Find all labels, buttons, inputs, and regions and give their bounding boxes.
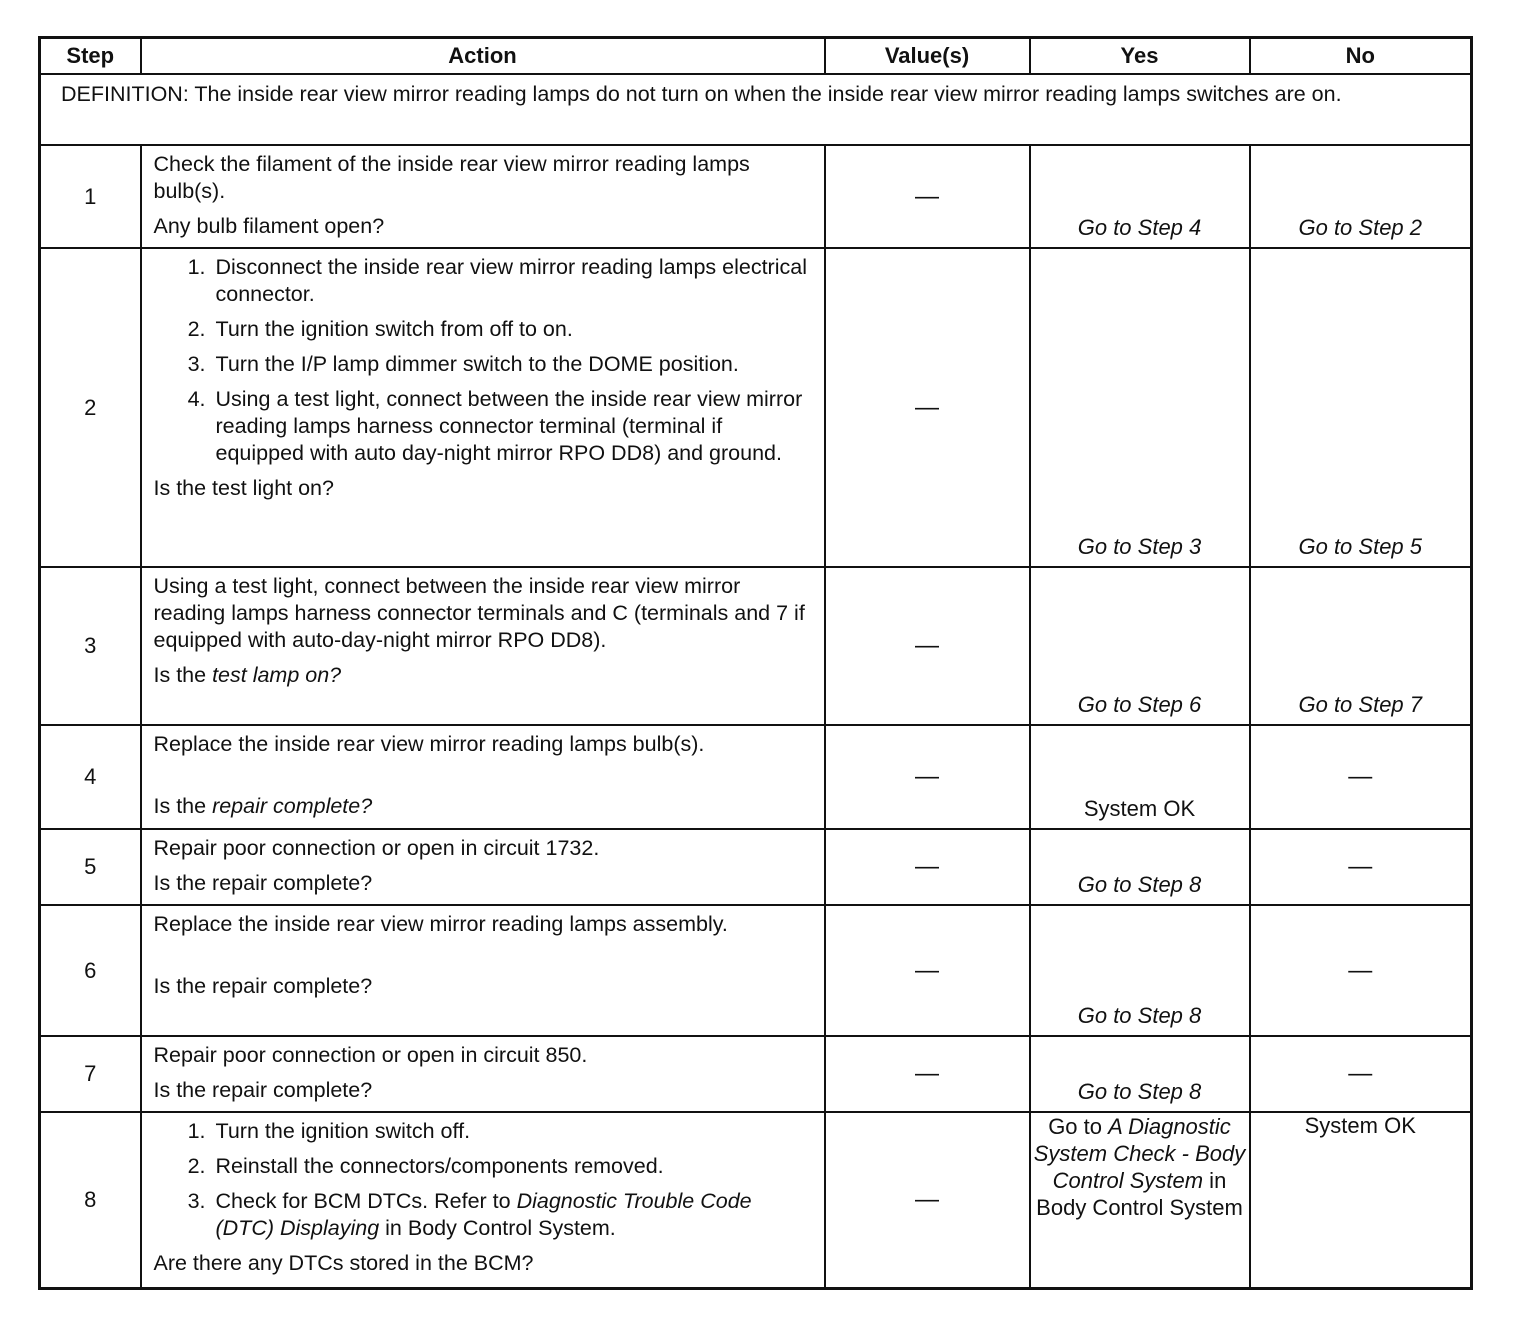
no-result: System OK: [1250, 1112, 1472, 1288]
action-question: Is the repair complete?: [153, 871, 373, 895]
table-row: [40, 829, 1472, 905]
step-action: [141, 567, 825, 725]
table-row: [40, 567, 1472, 725]
step-action: [141, 725, 825, 829]
table-row: [40, 905, 1472, 1036]
step-number: 1: [40, 145, 141, 248]
action-text: Using a test light, connect between the inside rear view mirror reading lamps harness connector terminals and C (terminals and 7 if equipped with auto-day-night mirror RPO DD8).: [153, 574, 805, 652]
action-list: [154, 1118, 814, 1242]
value-dash: —: [825, 1036, 1030, 1112]
table-row: [40, 1112, 1472, 1288]
no-result: Go to Step 2: [1250, 145, 1472, 248]
action-text: Check the filament of the inside rear view mirror reading lamps bulb(s).: [153, 152, 750, 203]
diagnostic-table: [38, 36, 1473, 1290]
action-item: 2. Turn the ignition switch from off to on.: [212, 316, 814, 343]
header-step: Step: [40, 38, 141, 75]
header-row: [40, 38, 1472, 75]
action-text: Repair poor connection or open in circuit 1732.: [153, 836, 600, 860]
action-question: Is the repair complete?: [153, 1078, 373, 1102]
no-result: —: [1250, 905, 1472, 1036]
action-item: [212, 1188, 814, 1242]
value-dash: —: [825, 829, 1030, 905]
action-text: Repair poor connection or open in circuit 850.: [153, 1043, 588, 1067]
question-prefix: Is the: [153, 794, 213, 818]
yes-result: Go to Step 8: [1030, 1036, 1250, 1112]
step-action: [141, 145, 825, 248]
item-emphasis: Diagnostic Trouble Code (DTC) Displaying: [215, 1189, 752, 1240]
value-dash: —: [825, 725, 1030, 829]
action-text: Replace the inside rear view mirror reading lamps bulb(s).: [153, 732, 705, 756]
yes-result: Go to Step 6: [1030, 567, 1250, 725]
action-item: 4. Using a test light, connect between the inside rear view mirror reading lamps harness connector terminal (terminal if equipped with auto day-night mirror RPO DD8) and ground.: [212, 386, 814, 467]
no-result: —: [1250, 725, 1472, 829]
table-row: [40, 248, 1472, 567]
yes-result: Go to Step 3: [1030, 248, 1250, 567]
step-number: 3: [40, 567, 141, 725]
yes-emphasis: A Diagnostic System Check - Body Control System: [1033, 1114, 1246, 1193]
action-question: [154, 662, 814, 689]
step-number: 6: [40, 905, 141, 1036]
table-row: [40, 725, 1472, 829]
action-question: Is the test light on?: [153, 476, 334, 500]
step-action: [141, 905, 825, 1036]
yes-result: [1030, 1112, 1250, 1288]
definition-text: DEFINITION: The inside rear view mirror reading lamps do not turn on when the inside rear view mirror reading lamps switches are on.: [40, 74, 1472, 145]
step-number: 7: [40, 1036, 141, 1112]
step-action: [141, 1112, 825, 1288]
no-result: Go to Step 5: [1250, 248, 1472, 567]
yes-result: System OK: [1030, 725, 1250, 829]
question-emphasis: repair complete?: [212, 794, 373, 818]
item-suffix: in Body Control System.: [379, 1216, 616, 1240]
no-result: Go to Step 7: [1250, 567, 1472, 725]
question-emphasis: test lamp on?: [212, 663, 342, 687]
value-dash: —: [825, 905, 1030, 1036]
action-item: 1. Turn the ignition switch off.: [212, 1118, 814, 1145]
header-action: Action: [141, 38, 825, 75]
action-item: 3. Turn the I/P lamp dimmer switch to the DOME position.: [212, 351, 814, 378]
value-dash: —: [825, 145, 1030, 248]
step-action: [141, 248, 825, 567]
item-prefix: Check for BCM DTCs. Refer to: [215, 1189, 517, 1213]
step-action: [141, 829, 825, 905]
yes-result: Go to Step 8: [1030, 829, 1250, 905]
definition-row: [40, 74, 1472, 145]
yes-result: Go to Step 4: [1030, 145, 1250, 248]
step-number: 4: [40, 725, 141, 829]
value-dash: —: [825, 248, 1030, 567]
action-item: 1. Disconnect the inside rear view mirror reading lamps electrical connector.: [212, 254, 814, 308]
step-number: 2: [40, 248, 141, 567]
header-yes: Yes: [1030, 38, 1250, 75]
action-question: Is the repair complete?: [153, 974, 373, 998]
no-result: —: [1250, 829, 1472, 905]
value-dash: —: [825, 567, 1030, 725]
action-question: Are there any DTCs stored in the BCM?: [153, 1251, 534, 1275]
step-number: 5: [40, 829, 141, 905]
step-action: [141, 1036, 825, 1112]
action-item: 2. Reinstall the connectors/components removed.: [212, 1153, 814, 1180]
value-dash: —: [825, 1112, 1030, 1288]
no-result: —: [1250, 1036, 1472, 1112]
yes-result: Go to Step 8: [1030, 905, 1250, 1036]
table-row: [40, 1036, 1472, 1112]
table-row: [40, 145, 1472, 248]
action-question: [154, 793, 814, 820]
action-text: Replace the inside rear view mirror reading lamps assembly.: [153, 912, 728, 936]
action-list: [154, 254, 814, 467]
yes-suffix: in Body Control System: [1036, 1168, 1243, 1220]
action-question: Any bulb filament open?: [153, 214, 385, 238]
header-values: Value(s): [825, 38, 1030, 75]
step-number: 8: [40, 1112, 141, 1288]
yes-prefix: Go to: [1048, 1114, 1109, 1139]
header-no: No: [1250, 38, 1472, 75]
question-prefix: Is the: [153, 663, 213, 687]
